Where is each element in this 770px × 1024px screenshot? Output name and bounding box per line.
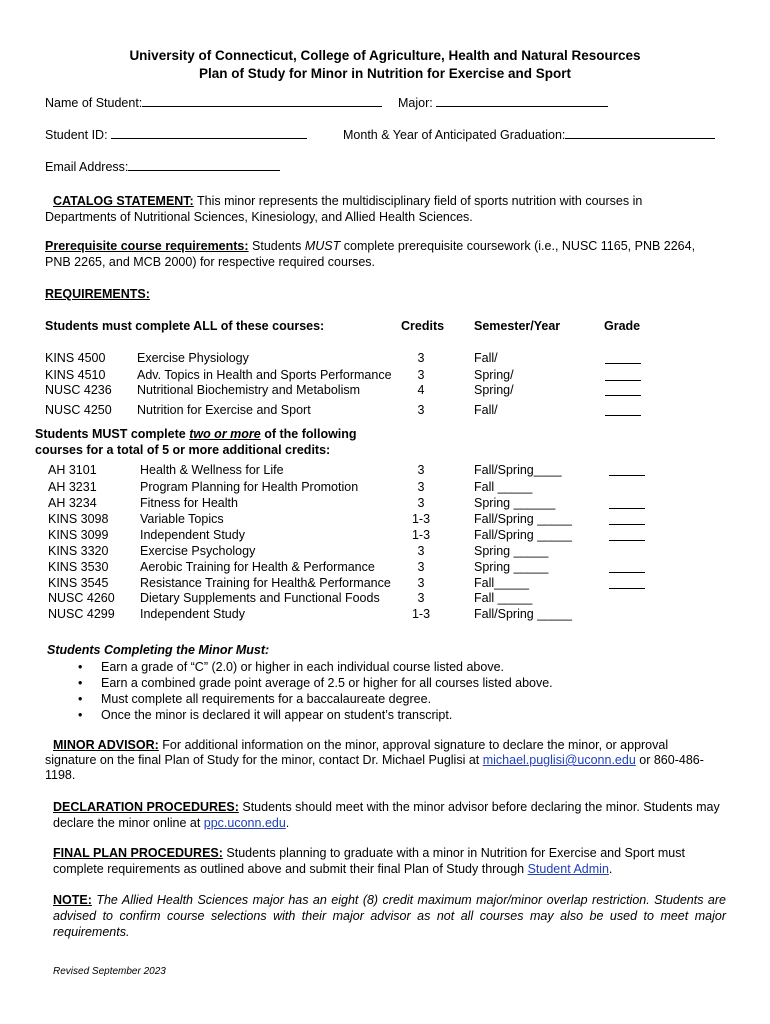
elective-course-row [0, 576, 770, 592]
revised-date: Revised September 2023 [53, 966, 166, 977]
final-plan-heading: FINAL PLAN PROCEDURES: [53, 846, 223, 860]
student-id-field[interactable] [45, 127, 307, 142]
course-credits: 1-3 [411, 607, 431, 621]
grade-blank[interactable] [609, 512, 645, 525]
document-title-line1: University of Connecticut, College of Agriculture, Health and Natural Resources [129, 48, 641, 63]
course-credits: 3 [417, 544, 425, 558]
course-name: Program Planning for Health Promotion [140, 480, 359, 494]
student-name-line[interactable] [142, 95, 382, 107]
course-credits: 3 [417, 560, 425, 574]
course-semester: Spring/ [474, 368, 514, 382]
course-name: Independent Study [140, 607, 245, 621]
course-code: NUSC 4299 [48, 607, 115, 621]
course-semester: Fall/ [474, 403, 498, 417]
grade-blank[interactable] [605, 368, 641, 381]
completing-heading: Students Completing the Minor Must: [47, 643, 270, 657]
elective-course-row [0, 512, 770, 528]
catalog-statement-line1 [53, 194, 642, 208]
declaration-heading: DECLARATION PROCEDURES: [53, 800, 239, 814]
declaration-line2 [53, 816, 289, 830]
elective-heading-line1 [35, 427, 357, 441]
course-credits: 3 [417, 368, 425, 382]
course-name: Dietary Supplements and Functional Foods [140, 591, 380, 605]
declaration-line1 [53, 800, 720, 814]
course-credits: 1-3 [411, 528, 431, 542]
course-name: Health & Wellness for Life [140, 463, 284, 477]
course-code: NUSC 4260 [48, 591, 115, 605]
major-line[interactable] [436, 95, 608, 107]
elective-heading-emphasis: two or more [189, 427, 261, 441]
course-semester: Fall _____ [474, 591, 533, 605]
col-courses-header: Students must complete ALL of these courses: [45, 319, 325, 333]
advisor-text: For additional information on the minor, approval signature to declare the minor, or approval [158, 738, 669, 752]
course-semester: Fall/ [474, 351, 498, 365]
course-semester: Fall/Spring _____ [474, 607, 572, 621]
list-item: • Earn a grade of “C” (2.0) or higher in each individual course listed above. [78, 659, 553, 675]
course-semester: Fall _____ [474, 480, 533, 494]
course-code: KINS 3320 [48, 544, 109, 558]
course-code: KINS 3530 [48, 560, 109, 574]
student-id-line[interactable] [111, 127, 307, 139]
grade-blank[interactable] [609, 528, 645, 541]
elective-course-row [0, 591, 770, 607]
course-semester: Spring _____ [474, 544, 549, 558]
course-semester: Fall/Spring _____ [474, 512, 572, 526]
prereq-text-cont: complete prerequisite coursework (i.e., NUSC 1165, PNB 2264, [340, 239, 696, 253]
student-id-label: Student ID: [45, 128, 108, 142]
advisor-phone: or 860-486- [635, 753, 704, 767]
declaration-text: Students should meet with the minor advisor before declaring the minor. Students may [238, 800, 720, 814]
required-course-row [0, 383, 770, 399]
course-name: Nutrition for Exercise and Sport [137, 403, 311, 417]
prereq-line1 [45, 239, 695, 253]
course-name: Independent Study [140, 528, 245, 542]
elective-course-row [0, 560, 770, 576]
course-code: KINS 3099 [48, 528, 109, 542]
course-semester: Spring ______ [474, 496, 556, 510]
final-plan-line1 [53, 846, 685, 860]
grade-blank[interactable] [609, 463, 645, 476]
completing-list [78, 659, 553, 723]
graduation-label: Month & Year of Anticipated Graduation: [343, 128, 566, 142]
grade-blank[interactable] [605, 383, 641, 396]
major-label: Major: [398, 96, 433, 110]
required-course-row [0, 368, 770, 384]
course-name: Exercise Physiology [137, 351, 249, 365]
course-code: AH 3234 [48, 496, 97, 510]
course-name: Adv. Topics in Health and Sports Performance [137, 368, 392, 382]
ppc-link[interactable]: ppc.uconn.edu [203, 816, 286, 830]
required-course-row [0, 403, 770, 419]
course-credits: 1-3 [411, 512, 431, 526]
advisor-text-cont: signature on the final Plan of Study for the minor, contact Dr. Michael Puglisi at [45, 753, 483, 767]
course-name: Variable Topics [140, 512, 224, 526]
course-code: KINS 3098 [48, 512, 109, 526]
prereq-line2: PNB 2265, and MCB 2000) for respective required courses. [45, 255, 376, 269]
elective-course-row [0, 463, 770, 479]
course-name: Aerobic Training for Health & Performance [140, 560, 375, 574]
student-admin-link[interactable]: Student Admin [527, 862, 609, 876]
catalog-heading: CATALOG STATEMENT: [53, 194, 194, 208]
course-name: Nutritional Biochemistry and Metabolism [137, 383, 361, 397]
email-field[interactable] [45, 159, 280, 174]
course-code: AH 3101 [48, 463, 97, 477]
prereq-must: MUST [304, 239, 341, 253]
advisor-line3: 1198. [45, 768, 76, 782]
grade-blank[interactable] [609, 560, 645, 573]
course-credits: 3 [417, 576, 425, 590]
list-item: • Must complete all requirements for a baccalaureate degree. [78, 691, 553, 707]
grade-blank[interactable] [609, 576, 645, 589]
advisor-email-link[interactable]: michael.puglisi@uconn.edu [482, 753, 636, 767]
declaration-period: . [285, 816, 290, 830]
course-code: KINS 4500 [45, 351, 106, 365]
elective-course-row [0, 544, 770, 560]
course-credits: 3 [417, 351, 425, 365]
course-name: Fitness for Health [140, 496, 238, 510]
major-field[interactable] [398, 95, 608, 110]
grade-blank[interactable] [605, 403, 641, 416]
email-label: Email Address: [45, 160, 129, 174]
grade-blank[interactable] [609, 496, 645, 509]
catalog-statement-line2: Departments of Nutritional Sciences, Kinesiology, and Allied Health Sciences. [45, 210, 473, 224]
course-semester: Spring/ [474, 383, 514, 397]
elective-course-row [0, 496, 770, 512]
course-credits: 3 [417, 463, 425, 477]
note-text: The Allied Health Sciences major has an eight (8) credit maximum major/minor overlap restriction. Students are advised to confirm course selections with their major advisor as not all courses may also be used to meet major requirements. [53, 893, 726, 939]
col-semester-header: Semester/Year [474, 319, 561, 333]
elective-heading-text-cont: of the following [260, 427, 357, 441]
note-heading: NOTE: [53, 893, 92, 907]
advisor-line1 [53, 738, 668, 752]
elective-heading-text: Students MUST complete [35, 427, 190, 441]
course-semester: Fall_____ [474, 576, 529, 590]
elective-heading-line2: courses for a total of 5 or more additional credits: [35, 443, 331, 457]
prereq-text: Students [248, 239, 305, 253]
final-plan-text: Students planning to graduate with a minor in Nutrition for Exercise and Sport must [222, 846, 685, 860]
grade-blank[interactable] [605, 351, 641, 364]
elective-course-row [0, 528, 770, 544]
course-semester: Spring _____ [474, 560, 549, 574]
catalog-text: This minor represents the multidisciplinary field of sports nutrition with courses in [193, 194, 643, 208]
course-code: NUSC 4250 [45, 403, 112, 417]
advisor-line2 [45, 753, 704, 767]
col-credits-header: Credits [401, 319, 445, 333]
course-name: Exercise Psychology [140, 544, 256, 558]
advisor-heading: MINOR ADVISOR: [53, 738, 159, 752]
course-name: Resistance Training for Health& Performance [140, 576, 391, 590]
student-name-field[interactable] [45, 95, 382, 110]
course-semester: Fall/Spring____ [474, 463, 562, 477]
declaration-text-cont: declare the minor online at [53, 816, 204, 830]
course-semester: Fall/Spring _____ [474, 528, 572, 542]
final-plan-period: . [608, 862, 613, 876]
elective-course-row [0, 480, 770, 496]
course-code: KINS 4510 [45, 368, 106, 382]
course-code: KINS 3545 [48, 576, 109, 590]
list-item: • Once the minor is declared it will appear on student’s transcript. [78, 707, 553, 723]
list-item: • Earn a combined grade point average of 2.5 or higher for all courses listed above. [78, 675, 553, 691]
course-credits: 3 [417, 591, 425, 605]
course-credits: 3 [417, 480, 425, 494]
col-grade-header: Grade [604, 319, 641, 333]
email-line[interactable] [128, 159, 280, 171]
student-name-label: Name of Student: [45, 96, 143, 110]
elective-course-row [0, 607, 770, 623]
graduation-field[interactable] [343, 127, 715, 142]
requirements-heading: REQUIREMENTS: [45, 287, 150, 301]
document-title-line2: Plan of Study for Minor in Nutrition for Exercise and Sport [198, 66, 572, 81]
course-credits: 4 [417, 383, 425, 397]
final-plan-text-cont: complete requirements as outlined above and submit their final Plan of Study through [53, 862, 528, 876]
course-credits: 3 [417, 496, 425, 510]
course-code: AH 3231 [48, 480, 97, 494]
final-plan-line2 [53, 862, 612, 876]
graduation-line[interactable] [565, 127, 715, 139]
required-course-row [0, 351, 770, 367]
note-paragraph [53, 892, 726, 940]
course-code: NUSC 4236 [45, 383, 112, 397]
prereq-heading: Prerequisite course requirements: [45, 239, 249, 253]
course-credits: 3 [417, 403, 425, 417]
